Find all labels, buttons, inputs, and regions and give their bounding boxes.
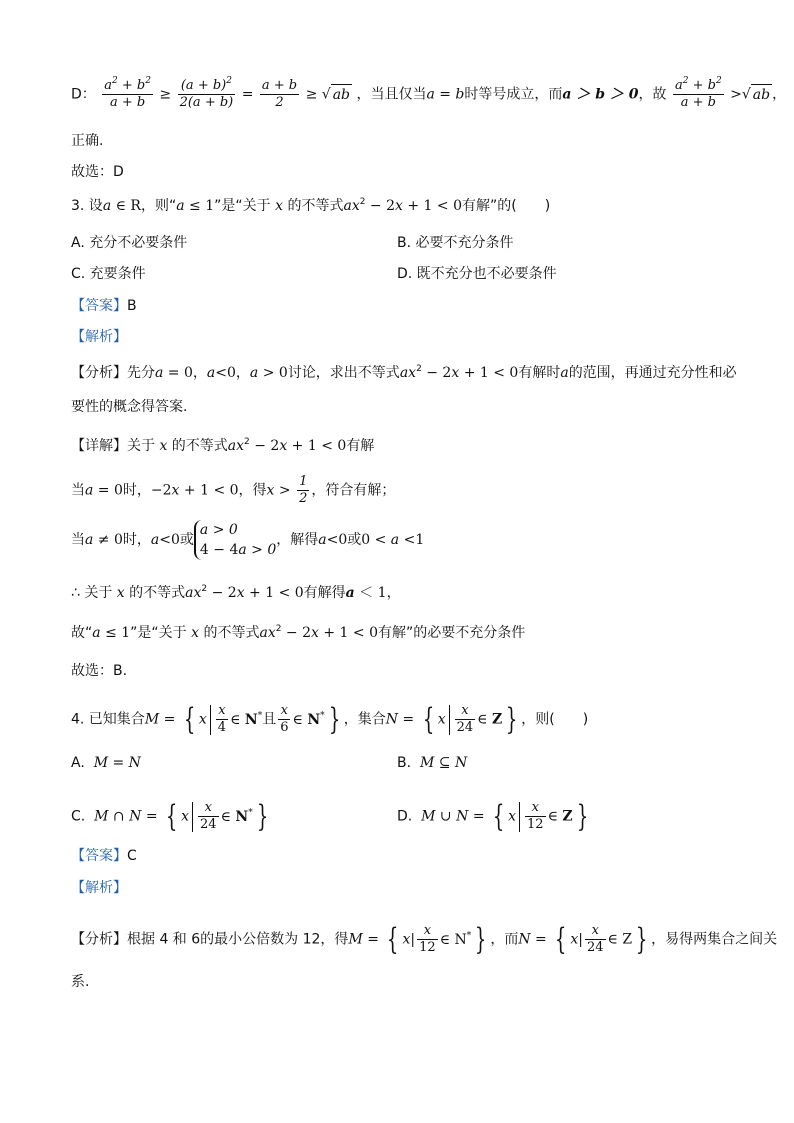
fraction-a2b2-over-apb-2: $\frac{a^2 + b^2}{a + b}$ bbox=[674, 76, 722, 110]
answer-tag: 【答案】 bbox=[71, 298, 127, 314]
q3-xiangjie-line2: 当a = 0时，−2x + 1 < 0，得x > $\frac{1}{2}$ ，符合有解； bbox=[71, 474, 396, 506]
math-segment: a ＞ b ＞ 0 bbox=[562, 86, 639, 103]
text-segment: 时， bbox=[122, 482, 151, 499]
text-segment: ，易得两集合之间关 bbox=[651, 931, 778, 948]
fenxi-tag: 【分析】 bbox=[71, 931, 127, 948]
option-label: B. bbox=[397, 755, 412, 771]
text-segment: ，当且仅当 bbox=[356, 86, 427, 103]
text-segment: 故“ bbox=[71, 625, 93, 641]
text-segment: 的不等式 bbox=[129, 585, 186, 601]
text-segment: 的不等式 bbox=[287, 198, 344, 214]
q4-option-c: C. M ∩ N = { x $\frac{x}{24}$ ∈ N* } bbox=[71, 798, 268, 834]
answer-value: B bbox=[127, 298, 137, 314]
q4-option-d: D. M ∪ N = { x $\frac{x}{12}$ ∈ Z } bbox=[397, 798, 588, 834]
q4-option-a: A. M = N bbox=[71, 755, 141, 771]
inequality-system: a > 0 4 − 4a > 0 bbox=[194, 520, 276, 560]
text-segment: ”是“关于 bbox=[130, 625, 187, 641]
q3-jiexi-tag: 【解析】 bbox=[71, 329, 127, 345]
question-3-stem: 3. 设a ∈ R，则“a ≤ 1”是“关于 x 的不等式$ax^2 - 2x + 1 < 0$有解”的( ) bbox=[71, 197, 551, 214]
text-segment: 有解得 bbox=[303, 585, 346, 601]
text-segment: 关于 bbox=[127, 438, 155, 454]
q3-fenxi-line1: 【分析】先分a = 0，a<0，a > 0讨论，求出不等式$ax^2 - 2x + 1 < 0$有解时a的范围，再通过充分性和必 bbox=[71, 364, 737, 381]
text-segment: ，得 bbox=[238, 482, 267, 499]
question-4-stem: 4. 已知集合M = { x $\frac{x}{4}$ ∈ N*且 $\frac{x}{6}$ ∈ N* } ，集合N = { x $\frac{x}{24}$ ∈ Z } ，则( ) bbox=[71, 701, 589, 737]
text-segment: ，则“ bbox=[140, 198, 177, 214]
text-segment: 先分 bbox=[127, 365, 155, 381]
q3-xiangjie-line3: 当a ≠ 0时，a<0或a > 0 4 − 4a > 0，解得a<0或0 < a <1 bbox=[71, 522, 425, 558]
fraction-a2b2-over-apb: $\frac{a^2 + b^2}{a + b}$ bbox=[104, 76, 151, 110]
answer-tag: 【答案】 bbox=[71, 848, 127, 864]
option-d-label: D： bbox=[71, 86, 96, 103]
text-segment: ”是“关于 bbox=[214, 198, 271, 214]
text-segment: 当 bbox=[71, 482, 85, 499]
text-segment: 讨论，求出不等式 bbox=[287, 365, 400, 381]
text-segment: 时等号成立，而 bbox=[464, 86, 563, 103]
text-segment: ，而 bbox=[490, 931, 519, 948]
text-segment: 当 bbox=[71, 532, 85, 548]
text-segment: 4. 已知集合 bbox=[71, 711, 145, 728]
text-segment: ，集合 bbox=[343, 711, 386, 728]
q3-answer bbox=[71, 296, 137, 316]
fraction-sum-over-2: $\frac{a + b}{2}$ bbox=[261, 78, 298, 110]
sqrt-ab-2: ab bbox=[751, 84, 772, 105]
option-label: C. bbox=[71, 808, 86, 825]
q3-xiangjie-line1: 【详解】关于 x 的不等式$ax^2 - 2x + 1 < 0$有解 bbox=[71, 437, 375, 454]
q3-option-a: A. 充分不必要条件 bbox=[71, 235, 188, 251]
q3-xiangjie-line4: ∴ 关于 x 的不等式$ax^2 - 2x + 1 < 0$有解得a ＜ 1， bbox=[71, 584, 401, 601]
q3-option-d: D. 既不充分也不必要条件 bbox=[397, 266, 557, 282]
text-segment: ∴ 关于 bbox=[71, 585, 113, 601]
text-segment: ，则( ) bbox=[521, 711, 589, 728]
text-segment: 有解”的( ) bbox=[461, 198, 551, 214]
q3-fenxi-line2: 要性的概念得答案. bbox=[71, 399, 188, 415]
text-segment: 的不等式 bbox=[171, 438, 228, 454]
text-segment: 时， bbox=[122, 532, 151, 548]
text-segment: ， bbox=[772, 86, 787, 103]
q4-jiexi-tag: 【解析】 bbox=[71, 880, 127, 896]
text-segment: 有解 bbox=[346, 438, 375, 454]
math-segment: a = b bbox=[426, 86, 465, 103]
q3-option-c: C. 充要条件 bbox=[71, 266, 146, 282]
text-segment: 有解”的必要不充分条件 bbox=[378, 625, 526, 641]
text-segment: ， bbox=[386, 585, 401, 601]
q4-answer bbox=[71, 846, 137, 866]
text-segment: 或 bbox=[347, 532, 362, 548]
text-segment: 根据 4 和 6的最小公倍数为 12，得 bbox=[127, 931, 349, 948]
option-label: A. bbox=[71, 755, 85, 771]
q3-xiangjie-line5: 故“a ≤ 1”是“关于 x 的不等式$ax^2 - 2x + 1 < 0$有解”的必要不充分条件 bbox=[71, 624, 526, 641]
text-segment: 的不等式 bbox=[203, 625, 260, 641]
text-segment: 或 bbox=[179, 532, 194, 548]
option-d-line: D： $\frac{a^2 + b^2}{a + b}$ ≥ $\frac{(a + b)^2}{2(a + b)}$ = $\frac{a + b}{2}$ ≥ √ ab ，当且仅当a = b时等号成立，而a ＞ b ＞ 0，故 $\frac{a^2 + b^2}{a + b}$ >√ ab ， bbox=[71, 76, 787, 110]
text-segment: 且 bbox=[262, 711, 277, 728]
xiangjie-tag: 【详解】 bbox=[71, 438, 127, 454]
fraction-one-half: $\frac{1}{2}$ bbox=[299, 474, 308, 506]
text-segment: 3. 设 bbox=[71, 198, 103, 214]
text-segment: ，解得 bbox=[276, 532, 319, 548]
text-segment: ，符合有解； bbox=[311, 482, 396, 499]
answer-value: C bbox=[127, 848, 137, 864]
correct-text: 正确. bbox=[71, 133, 104, 149]
q3-choose: 故选：B. bbox=[71, 663, 128, 679]
q4-fenxi-line2: 系. bbox=[71, 974, 90, 990]
text-segment: ，故 bbox=[638, 86, 667, 103]
text-segment: 的范围，再通过充分性和必 bbox=[568, 365, 737, 381]
q4-option-b: B. M ⊆ N bbox=[397, 755, 468, 771]
choose-d-text: 故选：D bbox=[71, 164, 124, 180]
q4-fenxi-line1: 【分析】根据 4 和 6的最小公倍数为 12，得M = { x| $\frac{x}{12}$ ∈ N* } ，而N = { x| $\frac{x}{24}$ ∈ Z } ，易得两集合之间关 bbox=[71, 921, 778, 957]
option-label: D. bbox=[397, 808, 413, 825]
fraction-sq-over-2sum: $\frac{(a + b)^2}{2(a + b)}$ bbox=[179, 76, 234, 110]
sqrt-ab: ab bbox=[331, 84, 352, 105]
text-segment: 有解时 bbox=[518, 365, 561, 381]
q3-option-b: B. 必要不充分条件 bbox=[397, 235, 514, 251]
fenxi-tag: 【分析】 bbox=[71, 365, 127, 381]
